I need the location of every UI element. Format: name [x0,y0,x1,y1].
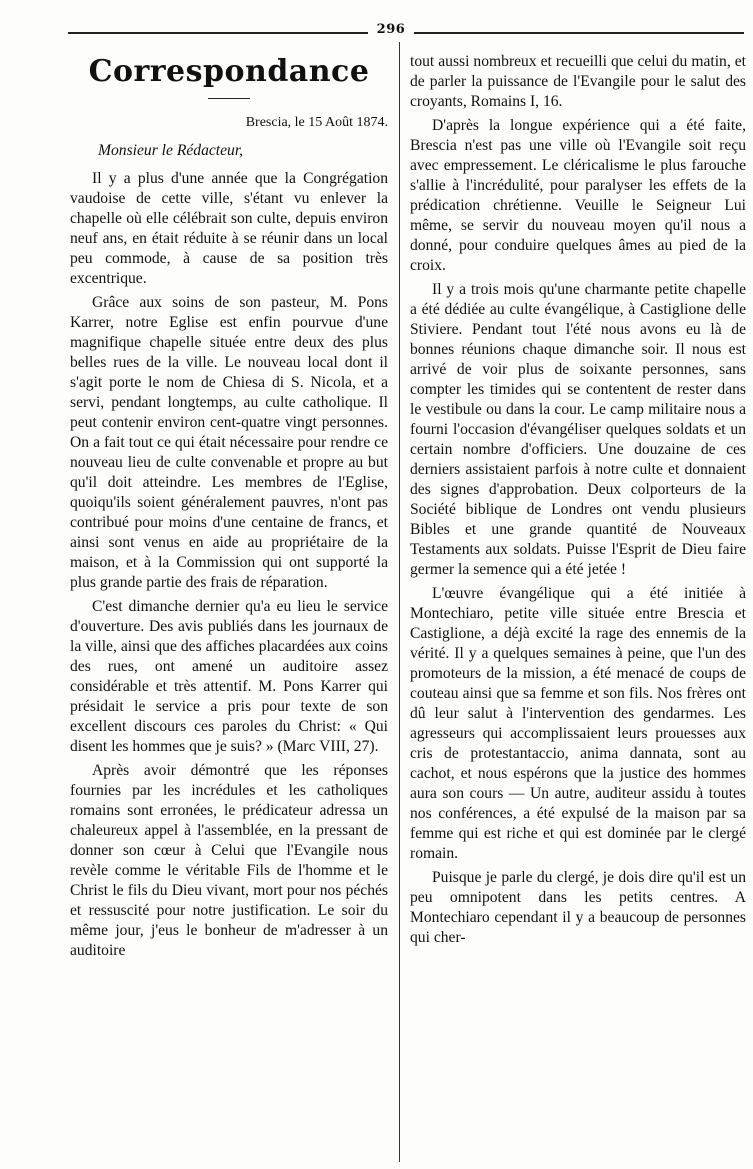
right-column [410,52,746,948]
title-rule [208,98,250,99]
paragraph: Puisque je parle du clergé, je dois dire qu'il est un peu omnipotent dans les petits centres. A Montechiaro cependant il y a beaucoup de personnes qui cher- [410,869,746,946]
paragraph: Après avoir démontré que les réponses fournies par les incrédules et les catholiques romains sont erronées, le prédicateur adressa un chaleureux appel à l'assemblée, en la pressant de donner son cœur à Celui que l'Evangile nous revèle comme le véritable Fils de l'homme et le Christ le fils du Dieu vivant, mort pour nos péchés et ressuscité pour notre justification. Le soir du même jour, j'eus le bonheur de m'adresser à un auditoire [70,762,388,959]
paragraph: C'est dimanche dernier qu'a eu lieu le service d'ouverture. Des avis publiés dans les journaux de la ville, ainsi que des affiches placardées aux coins des rues, ont amené un auditoire assez considérable et très attentif. M. Pons Karrer qui présidait le service a pris pour texte de son excellent discours ces paroles du Christ: « Qui disent les hommes que je suis? » (Marc VIII, 27). [70,598,388,755]
paragraph-continued: tout aussi nombreux et recueilli que celui du matin, et de parler la puissance de l'Evangile pour le salut des croyants, Romains I, 16. [410,53,746,110]
paragraph: D'après la longue expérience qui a été faite, Brescia n'est pas une ville où l'Evangile soit reçu avec empressement. Le cléricalisme le plus farouche s'allie à l'incrédulité, pour paralyser les effets de la prédication chrétienne. Veuille le Seigneur Lui même, se servir du nouveau moyen qu'il nous a donné, pour conduire quelques âmes au pied de la croix. [410,117,746,274]
salutation: Monsieur le Rédacteur, [98,142,244,159]
paragraph: Il y a plus d'une année que la Congrégation vaudoise de cette ville, s'étant vu enlever la chapelle où elle célébrait son culte, depuis environ neuf ans, en était réduite à se réunir dans un local peu commode, à cause de sa position très excentrique. [70,170,388,287]
paragraph: Il y a trois mois qu'une charmante petite chapelle a été dédiée au culte évangélique, à Castiglione delle Stiviere. Pendant tout l'été nous avons eu là de bonnes réunions chaque dimanche soir. Il nous est arrivé de voir plus de soixante personnes, sans compter les timides qui se contentent de rester dans le vestibule ou dans la cour. Le camp militaire nous a fourni l'occasion d'évangéliser quelques soldats et un certain nombre d'officiers. Une douzaine de ces derniers assistaient parfois à notre culte et donnaient des signes d'approbation. Deux colporteurs de la Société biblique de Londres ont vendu plusieurs Bibles et une grande quantité de Nouveaux Testaments aux soldats. Puisse l'Esprit de Dieu faire germer la semence qui a été jetée ! [410,281,746,578]
page-number: 296 [376,22,406,37]
header-rule-left [68,32,368,34]
paragraph: L'œuvre évangélique qui a été initiée à Montechiaro, petite ville située entre Brescia et Castiglione, a déjà excité la rage des ennemis de la vérité. Il y a quelques semaines à peine, que l'un des promoteurs de la mission, a été menacé de coups de couteau ainsi que sa femme et son fils. Nos frères ont dû leur salut à l'intervention des gendarmes. Les agresseurs qui accomplissaient leurs prouesses aux cris de protestantaccio, anima dannata, sont au cachot, et nous espérons que la justice des hommes aura son cours — Un autre, auditeur assidu à toutes nos conférences, a été expulsé de la maison par sa femme qui est riche et qui est dominée par le clergé romain. [410,585,746,862]
left-column [70,50,388,961]
column-divider [399,42,400,1162]
header-rule-right [414,32,744,34]
page-header [68,22,744,42]
dateline: Brescia, le 15 Août 1874. [245,115,388,130]
paragraph: Grâce aux soins de son pasteur, M. Pons Karrer, notre Eglise est enfin pourvue d'une magnifique chapelle située entre deux des plus belles rues de la ville. Le nouveau local dont il s'agit porte le nom de Chiesa di S. Nicola, et a servi, pendant longtemps, au culte catholique. Il peut contenir environ cent-quatre vingt personnes. On a fait tout ce qui était nécessaire pour rendre ce nouveau lieu de culte convenable et propre au but qu'il doit atteindre. Les membres de l'Eglise, quoiqu'ils soient généralement pauvres, n'ont pas contribué pour moins d'une centaine de francs, et ainsi sont venus en aide au propriétaire de la maison, et à la Commission qui ont supporté la plus grande partie des frais de réparation. [70,294,388,591]
article-title: Correspondance [88,54,370,89]
